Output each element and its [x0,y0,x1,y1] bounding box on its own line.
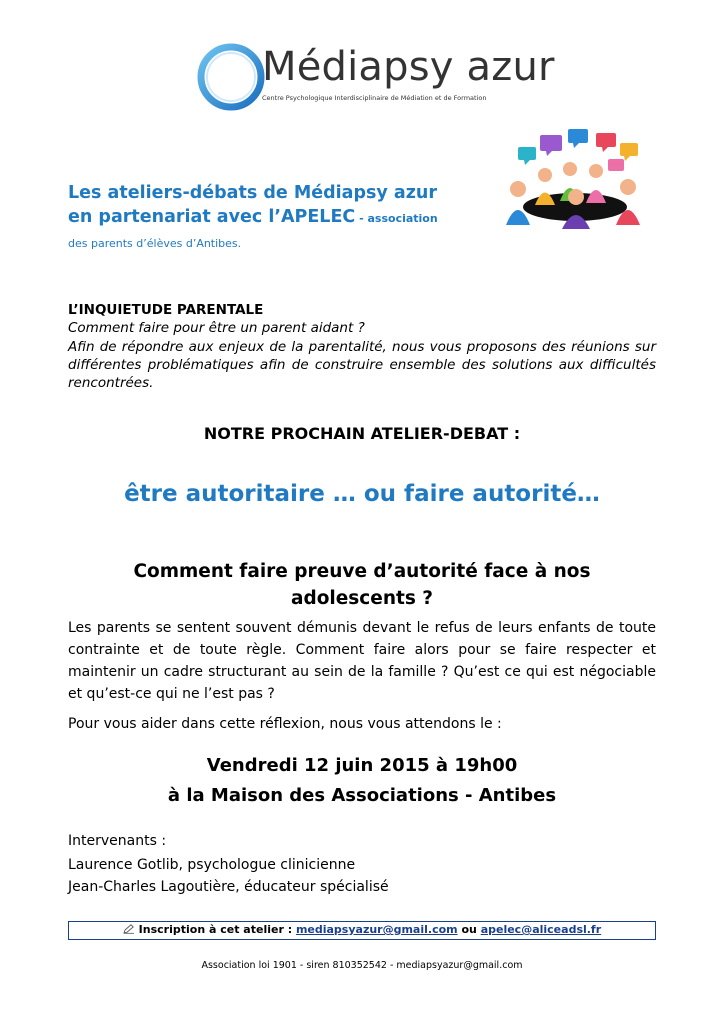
people-discussion-illustration [500,125,650,230]
footer: Association loi 1901 - siren 810352542 - mediapsyazur@gmail.com [201,960,523,971]
next-workshop-title: NOTRE PROCHAIN ATELIER-DEBAT : [203,424,521,443]
header-line-3: des parents d’élèves d’Antibes. [68,237,242,250]
workshop-description: Les parents se sentent souvent démunis devant le refus de leurs enfants de toute contrainte et de toute règle. Comment faire alors pour se faire respecter et maintenir un cadre structurant au sein de la famille ? Qu’est ce qui est négociable et qu’est-ce qui ne l’est pas ? [68,620,656,702]
signup-line [69,923,655,936]
intro-question: Comment faire pour être un parent aidant ? [68,320,365,336]
invite-text: Pour vous aider dans cette réflexion, nous vous attendons le : [68,716,502,732]
speaker-item: Jean-Charles Lagoutière, éducateur spécialisé [68,879,389,895]
speakers-label: Intervenants : [68,833,167,849]
header-association-label: - association [355,212,438,225]
signup-label: Inscription à cet atelier : [138,923,296,936]
intro-heading: L’INQUIETUDE PARENTALE [68,302,264,318]
signup-email-mediapsy[interactable]: mediapsyazur@gmail.com [295,923,458,936]
header-partner: en partenariat avec l’APELEC [68,207,356,227]
signup-email-apelec[interactable]: apelec@aliceadsl.fr [480,923,602,936]
header-line-1: Les ateliers-débats de Médiapsy azur [68,183,437,203]
event-place: à la Maison des Associations - Antibes [167,785,557,806]
logo-title: Médiapsy azur [262,44,555,90]
workshop-topic: être autoritaire … ou faire autorité… [124,481,600,507]
event-date: Vendredi 12 juin 2015 à 19h00 [206,755,518,776]
signup-separator: ou [457,923,481,936]
speaker-item: Laurence Gotlib, psychologue clinicienne [68,857,356,873]
intro-text: Afin de répondre aux enjeux de la parentalité, nous vous proposons des réunions sur différentes problématiques afin de construire ensemble des solutions aux difficultés rencontrées. [68,339,656,391]
header-line-2 [68,207,438,227]
signup-box [68,921,656,940]
logo-subtitle: Centre Psychologique Interdisciplinaire de Médiation et de Formation [262,94,487,102]
workshop-question: Comment faire preuve d’autorité face à nos adolescents ? [133,561,591,609]
logo-ring-icon [196,42,266,112]
pencil-icon [123,924,135,934]
